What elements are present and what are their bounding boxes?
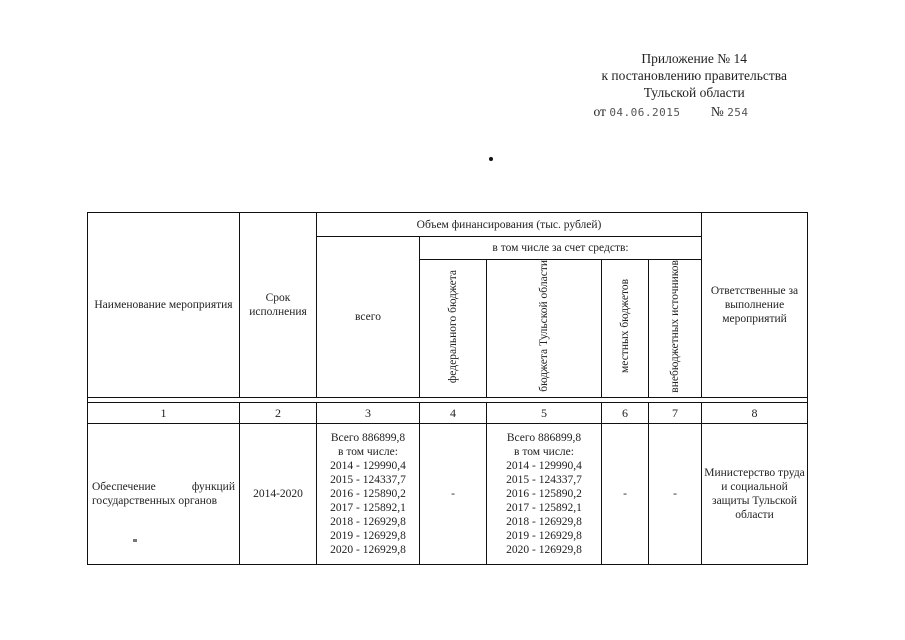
- regional-line: 2018 - 126929,8: [506, 515, 582, 528]
- date-prefix: от: [593, 104, 606, 119]
- decree-date: 04.06.2015: [609, 106, 681, 119]
- row-extra: -: [649, 423, 702, 564]
- col-number: 3: [317, 402, 420, 423]
- total-line: Всего 886899,8: [330, 431, 406, 444]
- header-cell-regional: [487, 260, 602, 398]
- header-regional-label: бюджета Тульской области: [537, 260, 550, 393]
- row-name-word2: функций: [191, 480, 235, 493]
- header-cell-name: [88, 213, 240, 398]
- header-local-label: местных бюджетов: [618, 279, 631, 374]
- header-cell-responsible: [702, 213, 808, 398]
- header-extra-label: внебюджетных источников: [668, 260, 681, 393]
- row-regional-cell: [487, 423, 602, 564]
- col-number: 2: [240, 402, 317, 423]
- col-number: 1: [88, 402, 240, 423]
- col-number: 4: [420, 402, 487, 423]
- header-cell-funding: [317, 213, 702, 237]
- header-cell-sources: [420, 237, 702, 260]
- total-line: 2017 - 125892,1: [330, 501, 406, 514]
- header-cell-extra: [649, 260, 702, 398]
- header-name-label: Наименование мероприятия: [94, 298, 233, 311]
- regional-line: в том числе:: [514, 445, 574, 458]
- header-responsible-label: Ответственные за выполнение мероприятий: [710, 284, 799, 325]
- col-number: 7: [649, 402, 702, 423]
- funding-table: [87, 212, 808, 565]
- appendix-subtitle: к постановлению правительства: [601, 68, 787, 83]
- header-term-label: Срок исполнения: [249, 291, 307, 318]
- col-number: 8: [702, 402, 808, 423]
- total-line: 2015 - 124337,7: [330, 473, 406, 486]
- total-line: 2014 - 129990,4: [330, 459, 406, 472]
- table-row: [88, 423, 808, 564]
- regional-line: 2017 - 125892,1: [506, 501, 582, 514]
- regional-line: 2019 - 126929,8: [506, 529, 582, 542]
- stray-dot: [489, 157, 493, 161]
- header-funding-label: Объем финансирования (тыс. рублей): [416, 218, 602, 231]
- header-cell-federal: [420, 260, 487, 398]
- document-header: [593, 50, 787, 121]
- total-line: 2018 - 126929,8: [330, 515, 406, 528]
- row-name-cell: [88, 423, 240, 564]
- header-federal-label: федерального бюджета: [446, 269, 459, 383]
- row-name-rest: государственных органов: [92, 494, 218, 507]
- total-line: 2020 - 126929,8: [330, 543, 406, 556]
- col-number: 6: [602, 402, 649, 423]
- header-cell-total: [317, 237, 420, 398]
- row-total-cell: [317, 423, 420, 564]
- total-line: в том числе:: [338, 445, 398, 458]
- row-name-word1: Обеспечение: [92, 480, 156, 493]
- total-line: 2016 - 125890,2: [330, 487, 406, 500]
- header-sources-label: в том числе за счет средств:: [492, 242, 629, 254]
- header-total-label: всего: [355, 310, 381, 323]
- decree-date-line: [593, 103, 787, 121]
- regional-line: 2016 - 125890,2: [506, 487, 582, 500]
- appendix-region: Тульской области: [643, 85, 745, 100]
- regional-line: 2020 - 126929,8: [506, 543, 582, 556]
- header-cell-local: [602, 260, 649, 398]
- row-term: 2014-2020: [240, 423, 317, 564]
- regional-line: 2015 - 124337,7: [506, 473, 582, 486]
- regional-line: 2014 - 129990,4: [506, 459, 582, 472]
- row-local: -: [602, 423, 649, 564]
- row-federal: -: [420, 423, 487, 564]
- decree-number: 254: [727, 106, 749, 119]
- appendix-title: Приложение № 14: [641, 51, 748, 66]
- row-responsible: Министерство труда и социальной защиты Тульской области: [702, 423, 808, 564]
- number-prefix: №: [710, 104, 724, 119]
- regional-line: Всего 886899,8: [506, 431, 582, 444]
- header-cell-term: [240, 213, 317, 398]
- col-number: 5: [487, 402, 602, 423]
- scan-mark: [133, 539, 137, 542]
- total-line: 2019 - 126929,8: [330, 529, 406, 542]
